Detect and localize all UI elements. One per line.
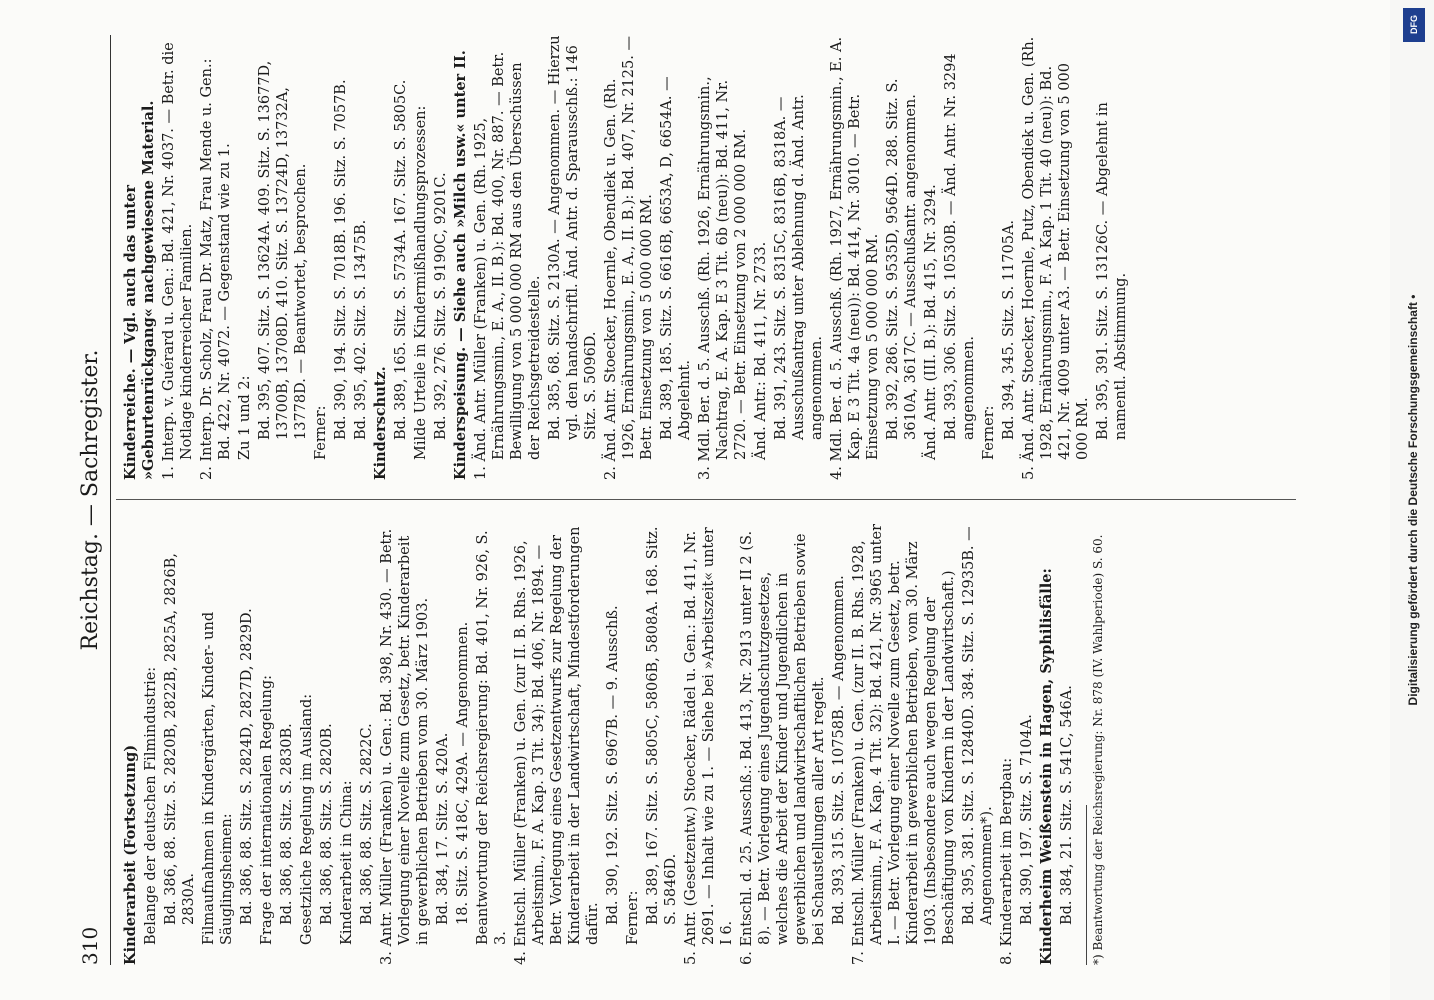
- index-entry: Bd. 392, 286. Sitz. S. 9535D, 9564D. 288. Sitz. S. 3610A, 3617C. — Ausschußantr. angenommen.: [885, 78, 919, 440]
- index-heading: Kinderarbeit (Fortsetzung): [122, 744, 139, 965]
- index-entry: 8. Kinderarbeit im Bergbau:: [999, 757, 1015, 965]
- index-entry: 7. Entschl. Müller (Franken) u. Gen. (zur II. B. Rhs. 1928, Arbeitsmin., F. A. Kap. 4 Tit. 32): Bd. 421, Nr. 3965 unter I. — Betr. Vorlegung einer Novelle zum Gesetz, betr. Kinderarbeit in gewerblichen Betrieben, vom 30. März 1903. (Insbesondere auch wegen Regelung der Beschäftigung von Kindern in der Landwirtschaft.): [851, 523, 957, 965]
- running-head: Reichstag. — Sachregister.: [78, 349, 103, 651]
- index-entry: Bd. 394, 345. Sitz. S. 11705A.: [1001, 219, 1017, 440]
- index-entry: Bd. 389, 165. Sitz. S. 5734A. 167. Sitz. S. 5805C.: [393, 79, 409, 440]
- index-entry: Bd. 390, 194. Sitz. S. 7018B. 196. Sitz. S. 7057B.: [333, 79, 349, 440]
- page-number: 310: [78, 926, 102, 965]
- index-entry: Bd. 391, 243. Sitz. S. 8315C, 8316B, 8318A. — Ausschußantrag unter Ablehnung d. Änd. Antr. angenommen.: [773, 94, 825, 440]
- index-entry: Bd. 385, 68. Sitz. S. 2130A. — Angenommen. — Hierzu vgl. den handschriftl. Änd. Antr. d. Sparausschß.: 146 Sitz. S. 5096D.: [547, 35, 599, 440]
- index-entry: 4. Entschl. Müller (Franken) u. Gen. (zur II. B. Rhs. 1926, Arbeitsmin., F. A. Kap. 3 Tit. 34): Bd. 406, Nr. 1894. — Betr. Vorlegung eines Gesetzentwurfs zur Regelung der Kinderarbeit in der Landwirtschaft, Mindestforderungen dafür.: [513, 526, 601, 965]
- index-entry: Beantwortung der Reichsregierung: Bd. 401, Nr. 926, S. 3.: [475, 530, 509, 945]
- index-entry: Bd. 393, 315. Sitz. S. 10758B. — Angenommen.: [831, 575, 847, 925]
- index-heading: Kinderschutz.: [372, 366, 389, 480]
- index-entry: Bd. 384, 21. Sitz. S. 541C, 546A.: [1059, 685, 1075, 925]
- page-header: [70, 35, 110, 965]
- index-entry: Änd. Antr.: Bd. 411, Nr. 2733.: [753, 241, 769, 460]
- right-column: [122, 35, 1292, 480]
- index-entry: Bd. 386, 88. Sitz. S. 2822C.: [359, 723, 375, 925]
- index-entry: 5. Antr. (Gesetzentw.) Stoecker, Rädel u. Gen.: Bd. 411, Nr. 2691. — Inhalt wie zu 1. — Siehe bei »Arbeitszeit« unter I 6.: [683, 527, 735, 965]
- index-entry: Bd. 386, 88. Sitz. S. 2820B, 2822B, 2825A, 2826B, 2830A.: [163, 553, 197, 925]
- column-divider: [116, 499, 1296, 500]
- dfg-credit-text: Digitalisierung gefördert durch die Deutsche Forschungsgemeinschaft •: [1406, 294, 1420, 706]
- index-entry: 18. Sitz. S. 418C, 429A. — Angenommen.: [455, 621, 471, 925]
- left-column: [122, 520, 1292, 965]
- index-entry: Bd. 386, 88. Sitz. S. 2824D, 2827D, 2829D.: [239, 608, 255, 925]
- index-entry: 2. Interp. Dr. Scholz, Frau Dr. Matz, Frau Mende u. Gen.: Bd. 422, Nr. 4072. — Gegenstand wie zu 1.: [199, 58, 233, 480]
- index-entry: Bd. 390, 192. Sitz. S. 6967B. — 9. Ausschß.: [605, 605, 621, 925]
- index-entry: 4. Mdl. Ber. d. 5. Ausschß. (Rh. 1927, Ernährungsmin., E. A. Kap. E 3 Tit. 4a (neu)): Bd. 414, Nr. 3010. — Betr. Einsetzung von 5 000 000 RM.: [829, 36, 881, 480]
- index-entry: 1. Änd. Antr. Müller (Franken) u. Gen. (Rh. 1925, Ernährungsmin., E. A., II. B.): Bd. 400, Nr. 887. — Betr. Bewilligung von 5 000 000 RM aus den Überschüssen der Reichsgetreidestelle.: [473, 51, 543, 480]
- index-heading: Kinderheim Weißenstein in Hagen, Syphilisfälle:: [1038, 568, 1055, 965]
- index-entry: Bd. 384, 17. Sitz. S. 420A.: [435, 732, 451, 925]
- index-entry: Ferner:: [625, 890, 641, 945]
- index-entry: 3. Antr. Müller (Franken) u. Gen.: Bd. 398, Nr. 430. — Betr. Vorlegung einer Novelle zum Gesetz, betr. Kinderarbeit in gewerblichen Betrieben vom 30. März 1903.: [379, 528, 431, 965]
- index-entry: Bd. 390, 197. Sitz. S. 7104A.: [1019, 714, 1035, 925]
- index-entry: 3. Mdl. Ber. d. 5. Ausschß. (Rh. 1926, Ernährungsmin., Nachtrag, E. A. Kap. E 3 Tit. 6b (neu)): Bd. 411, Nr. 2720. — Betr. Einsetzung von 2 000 000 RM.: [697, 76, 749, 480]
- footnote-rule: [1086, 805, 1087, 965]
- index-entry: Bd. 395, 407. Sitz. S. 13624A. 409. Sitz. S. 13677D, 13700B, 13708D. 410. Sitz. S. 13724D, 13732A, 13778D. — Beantwortet, besprochen.: [257, 60, 309, 440]
- index-entry: Gesetzliche Regelung im Ausland:: [299, 693, 315, 945]
- dfg-logo: DFG: [1403, 8, 1425, 42]
- index-entry: 1. Interp. v. Guérard u. Gen.: Bd. 421, Nr. 4037. — Betr. die Notlage kinderreicher Familien.: [161, 42, 195, 480]
- index-entry: Ferner:: [313, 405, 329, 460]
- index-entry: 2. Änd. Antr. Stoecker, Hoernle, Obendiek u. Gen. (Rh. 1926, Ernährungsmin., E. A., II. B.): Bd. 407, Nr. 2125. — Betr. Einsetzung von 5 000 000 RM.: [603, 36, 655, 480]
- index-entry: 5. Änd. Antr. Stoecker, Hoernle, Putz, Obendiek u. Gen. (Rh. 1928, Ernährungsmin., F. A. Kap. 1 Tit. 40 (neu)): Bd. 421, Nr. 4009 unter A3. — Betr. Einsetzung von 5 000 000 RM.: [1021, 36, 1091, 480]
- index-entry: Bd. 393, 306. Sitz. S. 10530B. — Änd. Antr. Nr. 3294 angenommen.: [943, 53, 977, 440]
- index-entry: Bd. 395, 391. Sitz. S. 13126C. — Abgelehnt in namentl. Abstimmung.: [1095, 102, 1129, 440]
- index-entry: Bd. 392, 276. Sitz. S. 9190C, 9201C.: [433, 172, 449, 440]
- rotated-sheet: [70, 35, 1300, 965]
- index-entry: Filmaufnahmen in Kindergärten, Kinder- und Säuglingsheimen:: [201, 611, 235, 945]
- index-heading: Kinderreiche. — Vgl. auch das unter »Geburtenrückgang« nachgewiesene Material.: [122, 100, 157, 480]
- index-entry: 6. Entschl. d. 25. Ausschß.: Bd. 413, Nr. 2913 unter II 2 (S. 8). — Betr. Vorlegung eines Jugendschutzgesetzes, welches die Arbeit der Kinder und Jugendlichen in gewerblichen und landwirtschaftlichen Betrieben sowie bei Schaustellungen aller Art regelt.: [739, 530, 827, 965]
- index-entry: Ferner:: [981, 405, 997, 460]
- right-entries: [122, 35, 1130, 480]
- index-entry: Bd. 386, 88. Sitz. S. 2830B.: [279, 723, 295, 925]
- index-entry: Bd. 389, 185. Sitz. S. 6616B, 6653A, D, 6654A. — Abgelehnt.: [659, 76, 693, 440]
- index-entry: Bd. 395, 381. Sitz. S. 12840D. 384. Sitz. S. 12935B. — Angenommen*).: [961, 526, 995, 925]
- header-rule: [110, 35, 111, 965]
- index-entry: Bd. 395, 402. Sitz. S. 13475B.: [353, 219, 369, 440]
- index-entry: Frage der internationalen Regelung:: [259, 675, 275, 945]
- index-entry: Zu 1 und 2:: [237, 375, 253, 460]
- index-entry: Kinderarbeit in China:: [339, 780, 355, 945]
- index-entry: Milde Urteile in Kindermißhandlungsprozessen:: [413, 105, 429, 460]
- index-heading: Kinderspeisung. — Siehe auch »Milch usw.« unter II.: [452, 50, 469, 480]
- dfg-sidebar: [1395, 0, 1434, 1000]
- index-entry: Belange der deutschen Filmindustrie:: [143, 666, 159, 945]
- index-entry: Bd. 386, 88. Sitz. S. 2820B.: [319, 723, 335, 925]
- footnote: *) Beantwortung der Reichsregierung: Nr. 878 (IV. Wahlperiode) S. 60.: [1091, 534, 1105, 965]
- index-entry: Änd. Antr. (III. B.): Bd. 415, Nr. 3294.: [923, 184, 939, 460]
- index-entry: Bd. 389, 167. Sitz. S. 5805C, 5806B, 5808A. 168. Sitz. S. 5846D.: [645, 526, 679, 925]
- left-entries: [122, 520, 1076, 965]
